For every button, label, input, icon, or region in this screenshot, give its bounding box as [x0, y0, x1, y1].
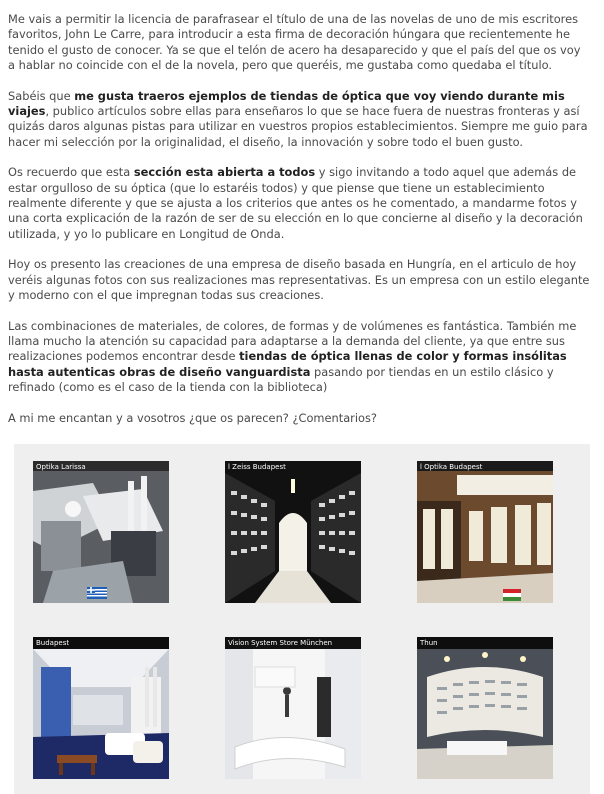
store-interior-image: [33, 637, 169, 779]
store-interior-image: [417, 461, 553, 603]
paragraph-seccion: [8, 165, 590, 242]
paragraph-hungria: Hoy os presento las creaciones de una empresa de diseño basada en Hungría, en el articulo de hoy veréis algunas fotos con sus realizaciones mas representativas. Es un empresa con un estilo elegante y moderno con el que impregnan todas sus creaciones.: [8, 257, 590, 303]
flag-greece-icon: [87, 587, 107, 599]
text: Sabéis que: [8, 88, 75, 103]
store-interior-image: [225, 461, 361, 603]
store-interior-image: [225, 637, 361, 779]
store-interior-image: [417, 637, 553, 779]
paragraph-combinaciones: [8, 319, 590, 396]
bold-text: me gusta traeros ejemplos de tiendas de óptica que voy viendo durante mis viajes: [8, 88, 565, 119]
photo-caption: Thun: [420, 639, 438, 647]
text: Os recuerdo que esta: [8, 165, 134, 180]
flag-hungary-icon: [503, 589, 521, 601]
store-interior-image: [33, 461, 169, 603]
paragraph-comentarios: A mi me encantan y a vosotros ¿que os parecen? ¿Comentarios?: [8, 410, 377, 425]
paragraph-intro: Me vais a permitir la licencia de parafrasear el título de una de las novelas de uno de mis escritores favoritos, John Le Carre, para introducir a esta firma de decoración húngara que recientemente he tenido el gusto de conocer. Ya se que el telón de acero ha desaparecido y que el país del que os voy a hablar no coincide con el de la novela, pero que queréis, me gustaba como quedaba el título.: [8, 12, 581, 73]
photo-caption: l Zeiss Budapest: [228, 463, 286, 471]
paragraph-viajes: [8, 89, 590, 151]
photo-caption: l Optika Budapest: [420, 463, 483, 471]
gallery-photo-budapest[interactable]: [33, 637, 169, 779]
text: pasando por tiendas en un estilo clásico y refinado (como es el caso de la tienda con la biblioteca): [8, 364, 554, 395]
photo-gallery: [14, 444, 590, 794]
gallery-photo-optika-larissa[interactable]: [33, 461, 169, 603]
gallery-photo-zeiss-budapest[interactable]: [225, 461, 361, 603]
bold-text: tiendas de óptica llenas de color y formas insólitas hasta autenticas obras de diseño vanguardista: [8, 349, 567, 379]
gallery-photo-optika-budapest[interactable]: [417, 461, 553, 603]
gallery-photo-thun[interactable]: [417, 637, 553, 779]
photo-caption: Budapest: [36, 639, 70, 647]
text: , publico artículos sobre ellas para enseñaros lo que se hace fuera de nuestras fronteras y así quizás daros algunas pistas para utilizar en vuestros propios establecimientos. Siempre me guio para hacer mi selección por la originalidad, el diseño, la innovación y sobre todo el buen gusto.: [8, 104, 588, 149]
gallery-photo-vision-system-munchen[interactable]: [225, 637, 361, 779]
text: y sigo invitando a todo aquel que además de estar orgulloso de su óptica (que lo estaréis todos) y que piense que tiene un establecimiento realmente diferente y que se ajusta a los criterios que antes os he comentado, a mandarme fotos y una corta explicación de la razón de ser de su elección en lo que concierne al diseño y la decoración utilizada, y yo lo publicare en Longitud de Onda.: [8, 165, 583, 241]
text: Las combinaciones de materiales, de colores, de formas y de volúmenes es fantástica. También me llama mucho la atención su capacidad para adaptarse a la demanda del cliente, ya que entre sus realizaciones podemos encontrar desde: [8, 318, 577, 364]
photo-caption: Vision System Store München: [228, 639, 333, 647]
photo-caption: Optika Larissa: [36, 463, 86, 471]
bold-text: sección esta abierta a todos: [133, 165, 316, 180]
